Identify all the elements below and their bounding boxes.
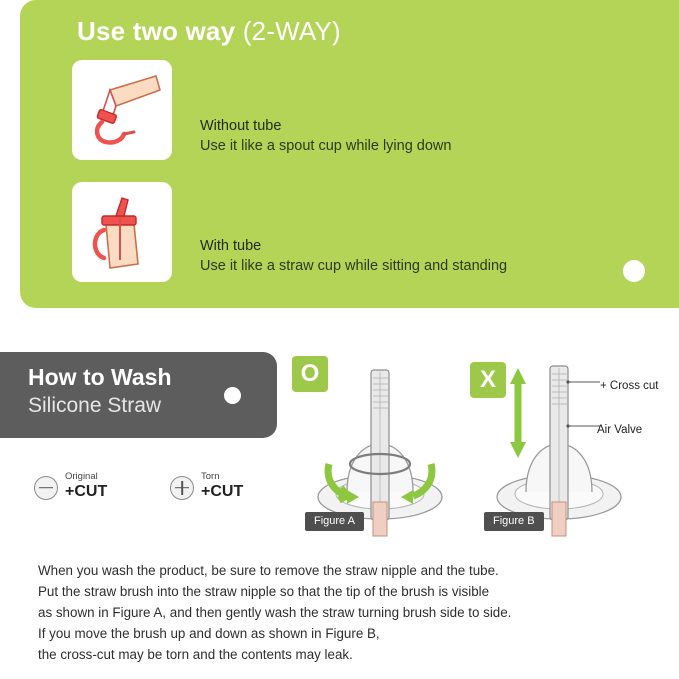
paragraph-line-1: When you wash the product, be sure to remove the straw nipple and the tube. (38, 563, 499, 578)
how-to-wash-title-line1: How to Wash (28, 364, 172, 390)
paragraph-line-2: Put the straw brush into the straw nipple so that the tip of the brush is visible (38, 584, 490, 599)
figure-a-diagram (285, 352, 475, 537)
decorative-dot (623, 260, 645, 282)
without-tube-text-block (200, 118, 451, 154)
legend-original-label: Original (65, 471, 98, 482)
with-tube-text-block (200, 238, 507, 274)
legend-item-torn (170, 472, 243, 500)
plus-cut-icon (34, 476, 58, 500)
paragraph-line-3: as shown in Figure A, and then gently wash the straw turning brush side to side. (38, 605, 512, 620)
callout-air-valve: Air Valve (597, 424, 643, 436)
legend-torn-label: Torn (201, 471, 220, 482)
paragraph-line-5: the cross-cut may be torn and the contents may leak. (38, 647, 353, 662)
figure-a-label: Figure A (305, 512, 364, 531)
straw-cup-with-tube-icon (72, 182, 172, 282)
figure-b-label: Figure B (484, 512, 544, 531)
paragraph-line-4: If you move the brush up and down as shown in Figure B, (38, 626, 380, 641)
wash-instructions-paragraph (38, 560, 638, 665)
legend-item-original (34, 472, 107, 500)
page-title-bold: Use two way (77, 16, 243, 46)
cross-cut-torn-icon (170, 476, 194, 500)
how-to-wash-title-line2: Silicone Straw (28, 394, 162, 417)
decorative-dot-grey (224, 387, 241, 404)
legend-original-cut: +CUT (65, 482, 108, 500)
page-title-light: (2-WAY) (242, 16, 341, 46)
with-tube-subtext: Use it like a straw cup while sitting and standing (200, 258, 508, 274)
badge-wrong: X (470, 362, 506, 398)
with-tube-heading: With tube (200, 238, 262, 254)
callout-cross-cut: + Cross cut (600, 380, 659, 392)
how-to-wash-tab (0, 352, 277, 438)
without-tube-thumbnail (72, 60, 172, 160)
two-way-panel (20, 0, 679, 308)
badge-correct: O (292, 356, 328, 392)
without-tube-subtext: Use it like a spout cup while lying down (200, 138, 452, 154)
legend-torn-cut: +CUT (201, 482, 244, 500)
page-title (77, 16, 341, 47)
with-tube-thumbnail (72, 182, 172, 282)
without-tube-heading: Without tube (200, 118, 282, 134)
sippy-cup-without-tube-icon (72, 60, 172, 160)
